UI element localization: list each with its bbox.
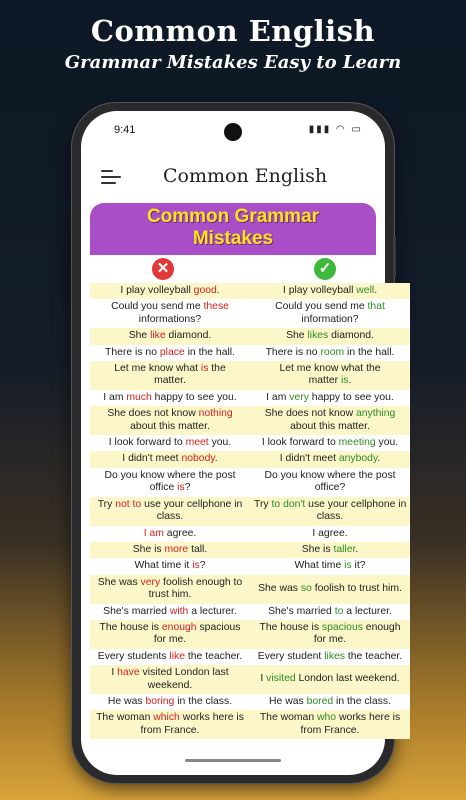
- wrong-sentence: Let me know what is the matter.: [90, 361, 250, 390]
- menu-icon[interactable]: [101, 169, 121, 185]
- correct-sentence: I look forward to meeting you.: [250, 435, 410, 451]
- wrong-sentence: What time it is?: [90, 558, 250, 574]
- correct-sentence: He was bored in the class.: [250, 694, 410, 710]
- correct-sentence: She's married to a lecturer.: [250, 604, 410, 620]
- promo-title: Common English: [90, 14, 376, 48]
- camera-icon: [224, 123, 242, 141]
- sentence-row: [90, 604, 410, 620]
- correct-sentence: I play volleyball well.: [250, 283, 410, 299]
- wrong-sentence: She is more tall.: [90, 542, 250, 558]
- mistakes-content[interactable]: [90, 203, 407, 743]
- wrong-sentence: She does not know nothing about this matter.: [90, 406, 250, 435]
- status-time: 9:41: [114, 124, 136, 136]
- correct-sentence: She was so foolish to trust him.: [250, 575, 410, 604]
- sentence-row: [90, 283, 410, 299]
- home-indicator[interactable]: [185, 759, 281, 762]
- correct-sentence: There is no room in the hall.: [250, 345, 410, 361]
- correct-sentence: I am very happy to see you.: [250, 390, 410, 406]
- correct-sentence: Do you know where the post office?: [250, 468, 410, 497]
- banner-title-line2: Mistakes: [192, 228, 274, 249]
- correct-sentence: Every student likes the teacher.: [250, 649, 410, 665]
- app-title: Common English: [163, 165, 328, 187]
- sentence-row: [90, 558, 410, 574]
- wrong-sentence: Could you send me these informations?: [90, 299, 250, 328]
- sentence-row: [90, 451, 410, 467]
- wrong-sentence: The woman which works here is from France.: [90, 710, 250, 739]
- wrong-sentence: I am much happy to see you.: [90, 390, 250, 406]
- sentence-row: [90, 649, 410, 665]
- correct-sentence: She likes diamond.: [250, 328, 410, 344]
- phone-screen: [81, 111, 407, 775]
- app-bar: [81, 159, 385, 195]
- sentence-row: [90, 497, 410, 526]
- correct-sentence: What time is it?: [250, 558, 410, 574]
- correct-check-icon: ✓: [314, 258, 336, 280]
- correct-sentence: I didn't meet anybody.: [250, 451, 410, 467]
- sentences-table: [90, 283, 410, 739]
- correct-sentence: I agree.: [250, 526, 410, 542]
- status-bar: [81, 121, 385, 141]
- sentence-row: [90, 361, 410, 390]
- wrong-sentence: Try not to use your cellphone in class.: [90, 497, 250, 526]
- sentence-row: [90, 694, 410, 710]
- sentence-row: [90, 435, 410, 451]
- sentence-row: [90, 665, 410, 694]
- sentence-row: [90, 710, 410, 739]
- sentence-row: [90, 542, 410, 558]
- sentence-row: [90, 299, 410, 328]
- wrong-sentence: Do you know where the post office is?: [90, 468, 250, 497]
- status-icons: ▮▮▮ ◠ ▭: [308, 124, 363, 135]
- correct-sentence: The woman who works here is from France.: [250, 710, 410, 739]
- correct-sentence: Let me know what the matter is.: [250, 361, 410, 390]
- wrong-sentence: The house is enough spacious for me.: [90, 620, 250, 649]
- correct-sentence: She does not know anything about this matter.: [250, 406, 410, 435]
- wrong-sentence: I have visited London last weekend.: [90, 665, 250, 694]
- sentence-row: [90, 390, 410, 406]
- wrong-sentence: I am agree.: [90, 526, 250, 542]
- correct-sentence: Could you send me that information?: [250, 299, 410, 328]
- sentence-row: [90, 468, 410, 497]
- wrong-sentence: There is no place in the hall.: [90, 345, 250, 361]
- column-icons-row: [90, 255, 376, 283]
- wrong-sentence: I didn't meet nobody.: [90, 451, 250, 467]
- sentence-row: [90, 406, 410, 435]
- sentence-row: [90, 345, 410, 361]
- sentence-row: [90, 328, 410, 344]
- phone-side-button: [393, 236, 396, 278]
- correct-sentence: She is taller.: [250, 542, 410, 558]
- wrong-x-icon: ✕: [152, 258, 174, 280]
- banner: [90, 203, 376, 255]
- wrong-sentence: She was very foolish enough to trust him.: [90, 575, 250, 604]
- promo-subtitle: Grammar Mistakes Easy to Learn: [64, 52, 402, 73]
- banner-title-line1: Common Grammar: [146, 206, 320, 227]
- correct-sentence: The house is spacious enough for me.: [250, 620, 410, 649]
- sentence-row: [90, 620, 410, 649]
- wrong-sentence: She's married with a lecturer.: [90, 604, 250, 620]
- wrong-sentence: He was boring in the class.: [90, 694, 250, 710]
- wrong-sentence: I look forward to meet you.: [90, 435, 250, 451]
- wrong-sentence: She like diamond.: [90, 328, 250, 344]
- sentence-row: [90, 526, 410, 542]
- wrong-sentence: I play volleyball good.: [90, 283, 250, 299]
- wrong-sentence: Every students like the teacher.: [90, 649, 250, 665]
- correct-sentence: Try to don't use your cellphone in class.: [250, 497, 410, 526]
- correct-sentence: I visited London last weekend.: [250, 665, 410, 694]
- sentence-row: [90, 575, 410, 604]
